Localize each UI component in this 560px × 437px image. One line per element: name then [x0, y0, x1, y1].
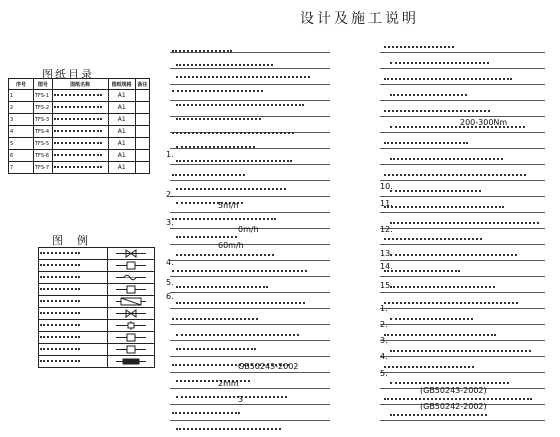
legend-name-cell: [39, 320, 108, 332]
drawing-list-cell-remark: [135, 126, 149, 138]
legend-symbol-cell: [108, 308, 155, 320]
note-text: (GB50243-2002): [420, 386, 487, 395]
text-line: [176, 396, 287, 398]
underline-rule: [170, 340, 330, 341]
underline-rule: [170, 420, 330, 421]
underline-rule: [170, 84, 330, 85]
legend-name-scribble: [40, 300, 80, 302]
note-text: 1.: [380, 304, 388, 313]
legend-table: [38, 247, 155, 368]
legend-name-scribble: [40, 264, 80, 266]
drawing-list-cell-format: A1: [108, 138, 135, 150]
legend-name-scribble: [40, 324, 80, 326]
underline-rule: [380, 100, 545, 101]
text-line: [176, 236, 237, 238]
drawing-list-row: [9, 102, 150, 114]
text-line: [172, 318, 258, 320]
legend-name-scribble: [40, 312, 80, 314]
page-title: 设计及施工说明: [300, 11, 419, 27]
text-line: [176, 254, 274, 256]
drawing-list-cell-format: A1: [108, 90, 135, 102]
underline-rule: [380, 132, 545, 133]
note-text: (GB50242-2002): [420, 402, 487, 411]
text-line: [176, 160, 292, 162]
underline-rule: [380, 260, 545, 261]
underline-rule: [380, 372, 545, 373]
box-symbol-icon: [116, 333, 146, 342]
text-line: [176, 118, 261, 120]
underline-rule: [170, 308, 330, 309]
underline-rule: [380, 116, 545, 117]
box-symbol-icon: [116, 261, 146, 270]
legend-symbol-cell: [108, 272, 155, 284]
legend-row: [39, 308, 155, 320]
legend-row: [39, 260, 155, 272]
underline-rule: [380, 148, 545, 149]
legend-name-cell: [39, 248, 108, 260]
legend-name-cell: [39, 308, 108, 320]
drawing-list-cell-code: TFS-3: [34, 114, 53, 126]
underline-rule: [170, 324, 330, 325]
text-line: [384, 142, 468, 144]
text-line: [176, 428, 281, 430]
underline-rule: [170, 100, 330, 101]
text-line: [390, 382, 509, 384]
text-line: [384, 78, 512, 80]
legend-row: [39, 332, 155, 344]
underline-rule: [380, 180, 545, 181]
drawing-list-row: [9, 114, 150, 126]
underline-rule: [170, 388, 330, 389]
underline-rule: [380, 84, 545, 85]
underline-rule: [170, 292, 330, 293]
drawing-list-row: [9, 126, 150, 138]
note-text: 2.: [380, 320, 388, 329]
flat-symbol-icon: [116, 357, 146, 366]
note-text: 5m/h: [218, 201, 239, 210]
legend-name-cell: [39, 284, 108, 296]
underline-rule: [170, 52, 330, 53]
legend-symbol-cell: [108, 284, 155, 296]
text-line: [172, 270, 307, 272]
text-line: [176, 76, 310, 78]
note-text: GB50243-2002: [238, 362, 299, 371]
drawing-list-cell-name: [52, 102, 108, 114]
legend-name-cell: [39, 356, 108, 368]
underline-rule: [380, 308, 545, 309]
drawing-list-cell-name: [52, 126, 108, 138]
drawing-list-cell-name: [52, 150, 108, 162]
valve-symbol-icon: [116, 249, 146, 258]
drawing-list-cell-name: [52, 114, 108, 126]
box-symbol-icon: [116, 285, 146, 294]
text-line: [176, 348, 256, 350]
underline-rule: [380, 212, 545, 213]
text-line: [172, 90, 263, 92]
note-text: 3: [238, 395, 244, 404]
drawing-list-row: [9, 150, 150, 162]
legend-symbol-cell: [108, 260, 155, 272]
drawing-name-scribble: [54, 94, 102, 96]
note-text: 60m/h: [218, 241, 244, 250]
drawing-list-cell-remark: [135, 102, 149, 114]
legend-symbol-cell: [108, 344, 155, 356]
notes-middle-column: [166, 42, 330, 432]
drawing-list-cell-remark: [135, 114, 149, 126]
legend-name-scribble: [40, 360, 80, 362]
text-line: [176, 104, 304, 106]
text-line: [176, 188, 286, 190]
text-line: [390, 254, 517, 256]
drawing-list-cell-format: A1: [108, 150, 135, 162]
text-line: [390, 318, 473, 320]
note-text: 13.: [380, 249, 393, 258]
section-number: 2.: [166, 190, 174, 199]
text-line: [390, 222, 539, 224]
drawing-list-cell-num: 3: [9, 114, 34, 126]
underline-rule: [170, 196, 330, 197]
underline-rule: [170, 372, 330, 373]
section-number: 5.: [166, 278, 174, 287]
underline-rule: [170, 276, 330, 277]
drawing-list-row: [9, 162, 150, 174]
legend-row: [39, 356, 155, 368]
drawing-list-cell-name: [52, 162, 108, 174]
drawing-list-cell-remark: [135, 90, 149, 102]
note-text: 2mm: [218, 379, 239, 388]
bigvalve-symbol-icon: [116, 297, 146, 306]
legend-row: [39, 320, 155, 332]
box-symbol-icon: [116, 345, 146, 354]
drawing-list-cell-format: A1: [108, 102, 135, 114]
drawing-list-cell-format: A1: [108, 114, 135, 126]
drawing-list-cell-num: 2: [9, 102, 34, 114]
legend-symbol-cell: [108, 320, 155, 332]
text-line: [384, 174, 526, 176]
note-text: 14.: [380, 262, 393, 271]
drawing-list-cell-name: [52, 90, 108, 102]
text-line: [390, 414, 487, 416]
drawing-name-scribble: [54, 166, 102, 168]
section-number: 3.: [166, 218, 174, 227]
drawing-name-scribble: [54, 106, 102, 108]
underline-rule: [170, 260, 330, 261]
header-num: 序号: [9, 79, 34, 90]
drawing-name-scribble: [54, 130, 102, 132]
text-line: [390, 158, 503, 160]
legend-row: [39, 296, 155, 308]
drawing-list-cell-num: 4: [9, 126, 34, 138]
underline-rule: [380, 356, 545, 357]
drawing-list-cell-code: TFS-7: [34, 162, 53, 174]
text-line: [176, 302, 305, 304]
legend-symbol-cell: [108, 332, 155, 344]
text-line: [384, 366, 474, 368]
underline-rule: [170, 116, 330, 117]
drawing-list-cell-num: 1: [9, 90, 34, 102]
underline-rule: [380, 52, 545, 53]
drawing-name-scribble: [54, 142, 102, 144]
note-text: 5.: [380, 369, 388, 378]
note-text: 10.: [380, 182, 393, 191]
drawing-list-cell-code: TFS-5: [34, 138, 53, 150]
note-text: 12.: [380, 225, 393, 234]
drawing-list-cell-code: TFS-4: [34, 126, 53, 138]
note-text: 3.: [380, 336, 388, 345]
legend-row: [39, 344, 155, 356]
text-line: [172, 50, 232, 52]
text-line: [384, 398, 532, 400]
underline-rule: [380, 292, 545, 293]
note-text: 200-300Nm: [460, 118, 508, 127]
text-line: [176, 286, 268, 288]
underline-rule: [170, 212, 330, 213]
text-line: [176, 334, 299, 336]
text-line: [172, 412, 240, 414]
text-line: [384, 46, 454, 48]
drawing-list-table: [8, 78, 150, 174]
text-line: [172, 174, 245, 176]
drawing-name-scribble: [54, 154, 102, 156]
note-text: 15.: [380, 281, 393, 290]
text-line: [176, 64, 273, 66]
text-line: [390, 190, 481, 192]
legend-name-scribble: [40, 288, 80, 290]
text-line: [384, 270, 460, 272]
underline-rule: [170, 404, 330, 405]
drawing-list-cell-remark: [135, 162, 149, 174]
legend-name-scribble: [40, 348, 80, 350]
text-line: [172, 218, 276, 220]
underline-rule: [380, 68, 545, 69]
legend-name-scribble: [40, 252, 80, 254]
legend-row: [39, 284, 155, 296]
legend-title: 图例: [52, 234, 102, 247]
text-line: [384, 110, 490, 112]
text-line: [390, 62, 489, 64]
valve-symbol-icon: [116, 309, 146, 318]
drawing-list-cell-format: A1: [108, 162, 135, 174]
text-line: [390, 350, 531, 352]
underline-rule: [380, 228, 545, 229]
drawing-list-cell-code: TFS-2: [34, 102, 53, 114]
text-line: [384, 334, 496, 336]
drawing-list-cell-remark: [135, 138, 149, 150]
text-line: [384, 206, 504, 208]
legend-name-cell: [39, 260, 108, 272]
header-format: 图纸规格: [108, 79, 135, 90]
underline-rule: [380, 340, 545, 341]
legend-symbol-cell: [108, 296, 155, 308]
drawing-list-cell-num: 7: [9, 162, 34, 174]
cross-symbol-icon: [116, 321, 146, 330]
section-number: 6.: [166, 292, 174, 301]
drawing-list-cell-num: 5: [9, 138, 34, 150]
text-line: [384, 238, 482, 240]
drawing-list-row: [9, 138, 150, 150]
legend-row: [39, 248, 155, 260]
drawing-list-title: 图纸目录: [42, 68, 94, 81]
legend-name-scribble: [40, 276, 80, 278]
underline-rule: [170, 148, 330, 149]
underline-rule: [380, 324, 545, 325]
underline-rule: [380, 196, 545, 197]
header-code: 图号: [34, 79, 53, 90]
drawing-list-cell-num: 6: [9, 150, 34, 162]
text-line: [390, 94, 467, 96]
underline-rule: [380, 244, 545, 245]
header-remark: 备注: [135, 79, 149, 90]
underline-rule: [170, 164, 330, 165]
section-number: 4.: [166, 258, 174, 267]
legend-name-cell: [39, 296, 108, 308]
legend-symbol-cell: [108, 356, 155, 368]
drawing-list-header-row: [9, 79, 150, 90]
underline-rule: [170, 356, 330, 357]
drawing-list-cell-code: TFS-6: [34, 150, 53, 162]
drawing-list-cell-remark: [135, 150, 149, 162]
underline-rule: [380, 420, 545, 421]
header-name: 图纸名称: [52, 79, 108, 90]
note-text: 0m/h: [238, 225, 259, 234]
wave-symbol-icon: [116, 273, 146, 282]
drawing-name-scribble: [54, 118, 102, 120]
underline-rule: [170, 180, 330, 181]
note-text: 11.: [380, 199, 393, 208]
drawing-list-cell-format: A1: [108, 126, 135, 138]
underline-rule: [380, 164, 545, 165]
underline-rule: [170, 68, 330, 69]
legend-name-cell: [39, 272, 108, 284]
note-text: 4.: [380, 352, 388, 361]
drawing-list-cell-code: TFS-1: [34, 90, 53, 102]
notes-right-column: [380, 42, 550, 432]
underline-rule: [170, 244, 330, 245]
legend-name-cell: [39, 332, 108, 344]
text-line: [384, 302, 518, 304]
legend-name-cell: [39, 344, 108, 356]
text-line: [176, 146, 255, 148]
text-line: [390, 286, 495, 288]
legend-row: [39, 272, 155, 284]
text-line: [172, 132, 294, 134]
legend-symbol-cell: [108, 248, 155, 260]
section-number: 1.: [166, 150, 174, 159]
drawing-list-cell-name: [52, 138, 108, 150]
legend-name-scribble: [40, 336, 80, 338]
drawing-list-row: [9, 90, 150, 102]
underline-rule: [380, 276, 545, 277]
